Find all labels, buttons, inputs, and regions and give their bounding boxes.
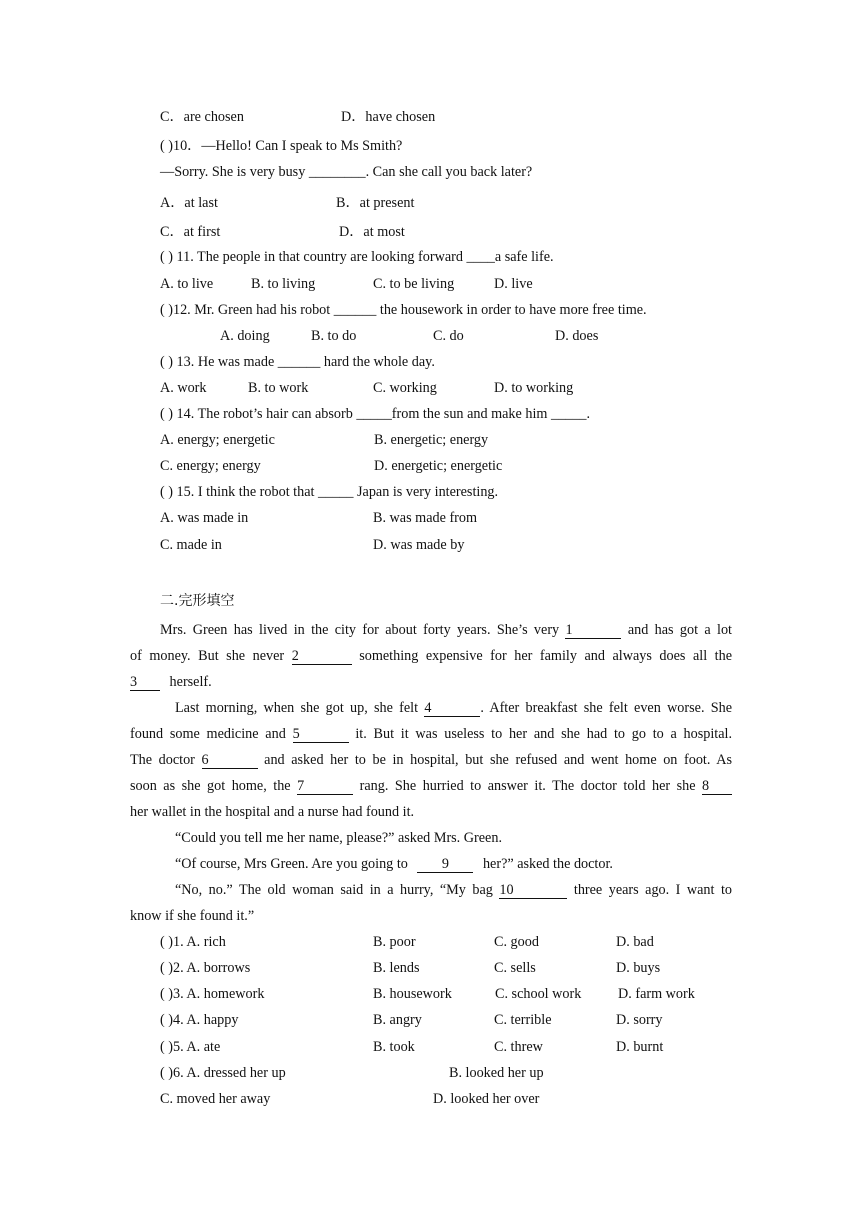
answer-option: D. to working (494, 380, 574, 396)
answer-option: C. terrible (494, 1012, 552, 1028)
answer-option: A. work (160, 380, 207, 396)
answer-option: ( )2. A. borrows (160, 960, 251, 976)
question-stem: ( )10．—Hello! Can I speak to Ms Smith? (160, 138, 403, 154)
passage-line: Mrs. Green has lived in the city for about forty years. She’s very 1 and has got a lot (160, 622, 732, 638)
answer-option: ( )4. A. happy (160, 1012, 239, 1028)
blank-3: 3 (130, 675, 160, 691)
passage-line: her wallet in the hospital and a nurse had found it. (130, 804, 415, 820)
answer-option: ( )1. A. rich (160, 934, 226, 950)
answer-option: C. moved her away (160, 1091, 271, 1107)
passage-line: “Could you tell me her name, please?” asked Mrs. Green. (175, 830, 502, 846)
answer-option: B. energetic; energy (374, 432, 489, 448)
passage-line: know if she found it.” (130, 908, 255, 924)
passage-line: Last morning, when she got up, she felt 4 . After breakfast she felt even worse. She (175, 700, 733, 716)
answer-option: D. was made by (373, 537, 465, 553)
answer-option: C. threw (494, 1039, 543, 1055)
answer-option: B. looked her up (449, 1065, 544, 1081)
answer-option: B. housework (373, 986, 452, 1002)
answer-option: A. to live (160, 276, 214, 292)
answer-option: C. good (494, 934, 539, 950)
blank-8: 8 (702, 779, 732, 795)
answer-option: A．at last (160, 195, 218, 211)
passage-line: of money. But she never 2 something expensive for her family and always does all the (130, 648, 733, 664)
answer-option: D. buys (616, 960, 661, 976)
blank-1: 1 (565, 623, 621, 639)
answer-option: A. was made in (160, 510, 249, 526)
answer-option: B. lends (373, 960, 420, 976)
blank-4: 4 (424, 701, 480, 717)
passage-line: The doctor 6 and asked her to be in hospital, but she refused and went home on foot. As (130, 752, 733, 768)
answer-option: D. burnt (616, 1039, 664, 1055)
answer-option: ( )5. A. ate (160, 1039, 221, 1055)
answer-option: C．are chosen (160, 109, 244, 125)
question-stem: ( ) 14. The robot’s hair can absorb _____from the sun and make him _____. (160, 406, 591, 422)
answer-option: D. energetic; energetic (374, 458, 503, 474)
answer-option: B. took (373, 1039, 415, 1055)
answer-option: C. to be living (373, 276, 455, 292)
answer-option: C. working (373, 380, 437, 396)
passage-line: found some medicine and 5 it. But it was useless to her and she had to go to a hospital. (130, 726, 733, 742)
passage-line: “Of course, Mrs Green. Are you going to 9 her?” asked the doctor. (175, 856, 613, 872)
answer-option: D．have chosen (341, 109, 436, 125)
answer-option: C. sells (494, 960, 536, 976)
question-stem: ( ) 11. The people in that country are looking forward ____a safe life. (160, 249, 554, 265)
answer-option: D．at most (339, 224, 405, 240)
answer-option: B. to living (251, 276, 316, 292)
answer-option: C．at first (160, 224, 221, 240)
answer-option: B. to do (311, 328, 357, 344)
blank-9: 9 (417, 857, 473, 873)
answer-option: ( )3. A. homework (160, 986, 265, 1002)
blank-2: 2 (292, 649, 352, 665)
answer-option: B．at present (336, 195, 415, 211)
answer-option: D. sorry (616, 1012, 663, 1028)
answer-option: B. poor (373, 934, 416, 950)
passage-line: soon as she got home, the 7 rang. She hurried to answer it. The doctor told her she 8 (130, 777, 732, 795)
answer-option: D. live (494, 276, 533, 292)
blank-7: 7 (297, 779, 353, 795)
answer-option: D. looked her over (433, 1091, 540, 1107)
answer-option: D. farm work (618, 986, 695, 1002)
answer-option: B. to work (248, 380, 309, 396)
blank-6: 6 (202, 753, 258, 769)
answer-option: B. was made from (373, 510, 478, 526)
answer-option: C. school work (495, 986, 582, 1002)
passage-line: “No, no.” The old woman said in a hurry, “My bag 10 three years ago. I want to (175, 882, 732, 898)
section-heading: 二.完形填空 (160, 593, 235, 609)
answer-option: D. bad (616, 934, 654, 950)
answer-option: D. does (555, 328, 599, 344)
answer-option: A. energy; energetic (160, 432, 275, 448)
question-stem: ( ) 15. I think the robot that _____ Japan is very interesting. (160, 484, 499, 500)
answer-option: ( )6. A. dressed her up (160, 1065, 286, 1081)
passage-line: 3 herself. (130, 674, 212, 690)
answer-option: B. angry (373, 1012, 422, 1028)
answer-option: C. energy; energy (160, 458, 261, 474)
question-stem: —Sorry. She is very busy ________. Can she call you back later? (160, 164, 533, 180)
answer-option: C. do (433, 328, 464, 344)
question-stem: ( ) 13. He was made ______ hard the whole day. (160, 354, 435, 370)
blank-10: 10 (499, 883, 567, 899)
answer-option: A. doing (220, 328, 270, 344)
blank-5: 5 (293, 727, 349, 743)
answer-option: C. made in (160, 537, 222, 553)
question-stem: ( )12. Mr. Green had his robot ______ the housework in order to have more free time. (160, 302, 647, 318)
